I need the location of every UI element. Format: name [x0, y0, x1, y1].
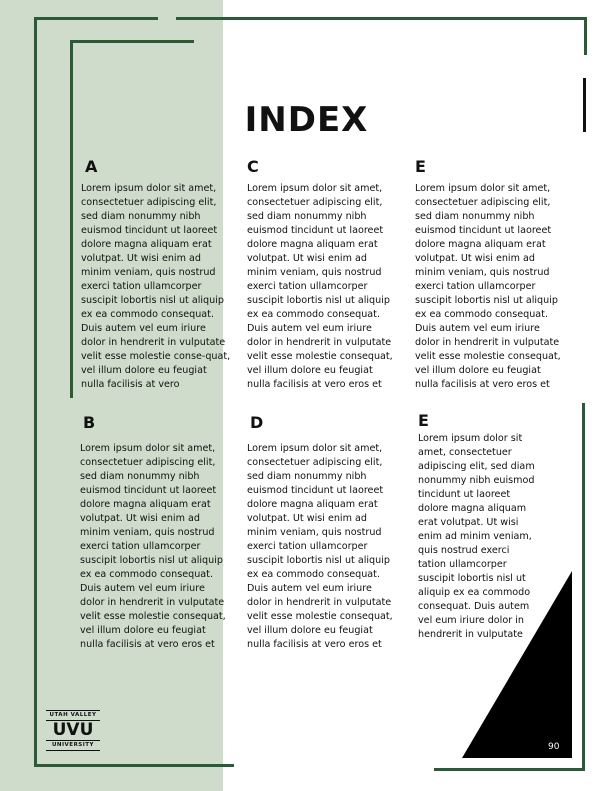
section-text: Lorem ipsum dolor sit amet, consectetuer adipiscing elit, sed diam nonummy nibh euismod tincidunt ut laoreet dolore magna aliquam erat volutpat. Ut wisi enim ad minim veniam, quis nostrud exerci tation ullamcorper suscipit lobortis nisl ut aliquip ex ea commodo consequat. Duis autem vel eum iriure dolor in hendrerit in vulputate velit esse molestie consequat, vel illum dolore eu feugiat nulla facilisis at vero eros et — [80, 443, 226, 650]
page-title: INDEX — [244, 100, 369, 140]
logo-top-text: UTAH VALLEY — [46, 710, 100, 721]
index-section-e-bottom — [418, 412, 540, 642]
index-section-c — [247, 158, 399, 392]
section-letter: C — [247, 157, 259, 176]
index-section-e-top — [415, 158, 567, 392]
section-letter: D — [250, 413, 264, 432]
section-text: Lorem ipsum dolor sit amet, consectetuer adipiscing elit, sed diam nonummy nibh euismod tincidunt ut laoreet dolore magna aliquam erat volutpat. Ut wisi enim ad minim veniam, quis nostrud exerci tation ullamcorper suscipit lobortis nisl ut aliquip ex ea commodo consequat. Duis autem vel eum iriure dolor in hendrerit in vulputate velit esse molestie conse-quat, vel illum dolore eu feugiat nulla facilisis at vero — [81, 183, 231, 390]
section-text: Lorem ipsum dolor sit amet, consectetuer adipiscing elit, sed diam nonummy nibh euismod tincidunt ut laoreet dolore magna aliquam erat volutpat. Ut wisi enim ad minim veniam, quis nostrud exerci tation ullamcorper suscipit lobortis nisl ut aliquip ex ea commodo consequat. Duis autem vel eum iriure dolor in hendrerit in vulputate velit esse molestie consequat, vel illum dolore eu feugiat nulla facilisis at vero eros et — [247, 183, 393, 390]
logo-bottom-text: UNIVERSITY — [46, 740, 100, 751]
section-letter: E — [418, 411, 429, 430]
section-letter: E — [415, 157, 426, 176]
index-section-d — [247, 414, 399, 652]
section-text: Lorem ipsum dolor sit amet, consectetuer adipiscing elit, sed diam nonummy nibh euismod tincidunt ut laoreet dolore magna aliquam erat volutpat. Ut wisi enim ad minim veniam, quis nostrud exerci tation ullamcorper suscipit lobortis nisl ut aliquip ex ea commodo consequat. Duis autem vel eum iriure dolor in hendrerit in vulputate velit esse molestie consequat, vel illum dolore eu feugiat nulla facilisis at vero eros et — [247, 443, 393, 650]
page-number: 90 — [548, 742, 560, 752]
index-section-a — [81, 158, 231, 392]
section-letter: B — [83, 413, 96, 432]
index-section-b — [80, 414, 232, 652]
logo-mark: UVU — [52, 720, 94, 740]
section-letter: A — [85, 157, 98, 176]
section-text: Lorem ipsum dolor sit amet, consectetuer adipiscing elit, sed diam nonummy nibh euismod tincidunt ut laoreet dolore magna aliquam erat volutpat. Ut wisi enim ad minim veniam, quis nostrud exerci tation ullamcorper suscipit lobortis nisl ut aliquip ex ea commodo consequat. Duis autem vel eum iriure dolor in hendrerit in vulputate velit esse molestie consequat, vel illum dolore eu feugiat nulla facilisis at vero eros et — [415, 183, 561, 390]
uvu-logo — [46, 710, 100, 751]
section-text: Lorem ipsum dolor sit amet, consectetuer adipiscing elit, sed diam nonummy nibh euismod tincidunt ut laoreet dolore magna aliquam erat volutpat. Ut wisi enim ad minim veniam, quis nostrud exerci tation ullamcorper suscipit lobortis nisl ut aliquip ex ea commodo consequat. Duis autem vel eum iriure dolor in hendrerit in vulputate — [418, 433, 535, 640]
